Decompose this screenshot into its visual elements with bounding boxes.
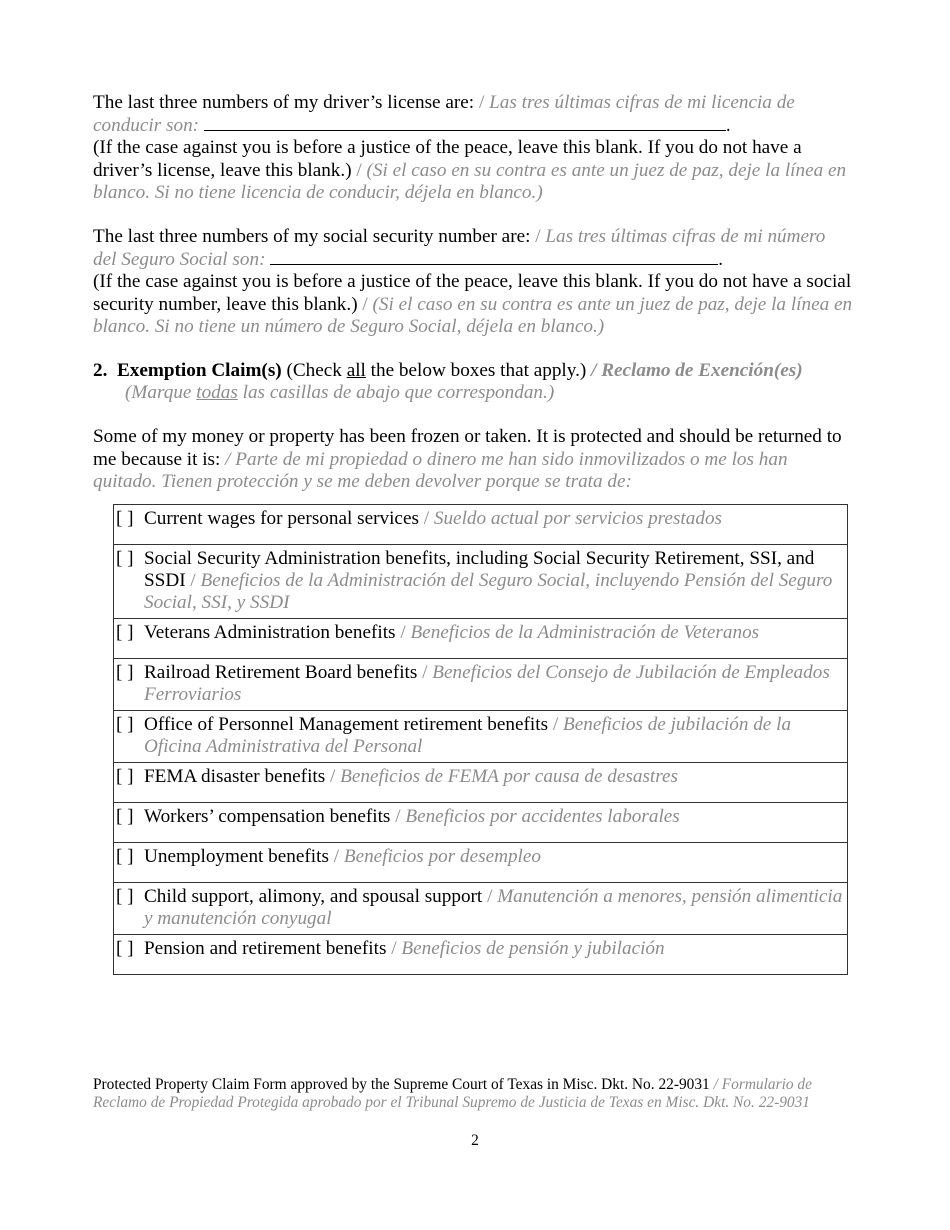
exemption-label-es: Sueldo actual por servicios prestados bbox=[433, 508, 722, 530]
section-title-en: Exemption Claim(s) bbox=[116, 360, 282, 382]
exemption-label-en: Railroad Retirement Board benefits bbox=[144, 662, 418, 684]
exemption-label-en: Office of Personnel Management retirement benefits bbox=[144, 714, 549, 736]
instr-es: (Marque bbox=[125, 382, 197, 404]
exemption-label-en: Pension and retirement benefits bbox=[144, 938, 387, 960]
exemption-cell bbox=[114, 843, 848, 883]
exemption-row bbox=[114, 843, 848, 883]
separator: / bbox=[362, 293, 368, 315]
exemption-checkbox[interactable]: [ ] bbox=[116, 846, 134, 868]
exemption-checkbox[interactable]: [ ] bbox=[116, 548, 134, 570]
instr-en: the below boxes that apply.) bbox=[365, 360, 587, 382]
footer-es: / Formulario de Reclamo de Propiedad Protegida aprobado por el Tribunal Supremo de Justicia de Texas en Misc. Dkt. No. 22-9031 bbox=[93, 1076, 812, 1111]
exemption-checkbox[interactable]: [ ] bbox=[116, 938, 134, 960]
exemption-row bbox=[114, 763, 848, 803]
exemption-checkbox[interactable]: [ ] bbox=[116, 622, 134, 644]
exemption-label-es: Beneficios por accidentes laborales bbox=[405, 806, 680, 828]
footer bbox=[93, 1076, 863, 1112]
exemption-cell bbox=[114, 883, 848, 935]
separator: / bbox=[422, 662, 428, 684]
ssn-note-es: (Si el caso en su contra es ante un juez de paz, deje la línea en blanco. Si no tiene un número de Seguro Social, déjela en blanco.) bbox=[93, 293, 853, 337]
ssn-label-en: The last three numbers of my social security number are: bbox=[93, 226, 531, 248]
exemption-label-es: Beneficios de la Administración de Veteranos bbox=[410, 622, 760, 644]
exemption-cell bbox=[114, 935, 848, 975]
intro-es: / Parte de mi propiedad o dinero me han sido inmovilizados o me los han quitado. Tienen protección y se me deben devolver porque se trata de: bbox=[93, 448, 788, 492]
intro-paragraph bbox=[93, 426, 853, 493]
section-title-es: / Reclamo de Exención(es) bbox=[591, 360, 803, 382]
ssn-digits-input[interactable] bbox=[270, 248, 718, 265]
exemption-label-es: Beneficios de la Administración del Seguro Social, incluyendo Pensión del Seguro Social, SSI, y SSDI bbox=[144, 570, 833, 614]
exemption-cell bbox=[114, 711, 848, 763]
ssn-label-es: Las tres últimas cifras de mi número del Seguro Social son: bbox=[93, 226, 826, 271]
exemption-cell bbox=[114, 619, 848, 659]
exemption-checkbox[interactable]: [ ] bbox=[116, 806, 134, 828]
separator: / bbox=[190, 570, 196, 592]
separator: / bbox=[552, 714, 559, 736]
section-number: 2. bbox=[93, 360, 108, 382]
intro-en: Some of my money or property has been frozen or taken. It is protected and should be returned to me because it is: bbox=[93, 426, 842, 470]
exemption-row bbox=[114, 545, 848, 619]
exemption-label-en: Current wages for personal services bbox=[144, 508, 419, 530]
exemption-row bbox=[114, 659, 848, 711]
section-2-heading bbox=[93, 360, 853, 404]
license-note-es: (Si el caso en su contra es ante un juez de paz, deje la línea en blanco. Si no tiene licencia de conducir, déjela en blanco.) bbox=[93, 159, 847, 203]
instr-en-underlined: all bbox=[346, 360, 366, 382]
exemption-label-en: Social Security Administration benefits, including Social Security Retirement, SSI, and SSDI bbox=[144, 548, 815, 592]
license-field-paragraph: The last three numbers of my driver’s license are: / Las tres últimas cifras de mi licencia de conducir son: . bbox=[93, 92, 795, 137]
exemption-row bbox=[114, 883, 848, 935]
separator: / bbox=[333, 846, 340, 868]
separator: / bbox=[356, 159, 362, 181]
exemption-checkbox[interactable]: [ ] bbox=[116, 662, 134, 684]
exemption-cell bbox=[114, 763, 848, 803]
exemption-label-es: Beneficios de pensión y jubilación bbox=[401, 938, 665, 960]
exemption-row bbox=[114, 711, 848, 763]
exemption-label-es: Beneficios de FEMA por causa de desastres bbox=[340, 766, 678, 788]
exemption-checkbox[interactable]: [ ] bbox=[116, 714, 134, 736]
instr-es-underlined: todas bbox=[196, 382, 238, 404]
exemption-label-es: Beneficios del Consejo de Jubilación de Empleados Ferroviarios bbox=[144, 662, 830, 706]
instr-en: (Check bbox=[286, 360, 347, 382]
page-number: 2 bbox=[471, 1132, 479, 1149]
exemption-label-es: Beneficios por desempleo bbox=[343, 846, 541, 868]
ssn-field-paragraph: The last three numbers of my social security number are: / Las tres últimas cifras de mi número del Seguro Social son: . bbox=[93, 226, 826, 271]
exemption-cell bbox=[114, 545, 848, 619]
exemption-row bbox=[114, 505, 848, 545]
exemption-label-en: Veterans Administration benefits bbox=[144, 622, 396, 644]
form-page bbox=[93, 92, 853, 975]
ssn-note-en: (If the case against you is before a justice of the peace, leave this blank. If you do not have a social security number, leave this blank.) bbox=[93, 271, 852, 315]
exemption-row bbox=[114, 619, 848, 659]
ssn-note bbox=[93, 271, 853, 338]
exemption-checkbox[interactable]: [ ] bbox=[116, 886, 134, 908]
exemption-checkbox[interactable]: [ ] bbox=[116, 766, 134, 788]
exemption-label-en: Child support, alimony, and spousal support bbox=[144, 886, 483, 908]
license-note-en: (If the case against you is before a justice of the peace, leave this blank. If you do not have a driver’s license, leave this blank.) bbox=[93, 137, 802, 181]
exemption-cell bbox=[114, 803, 848, 843]
footer-en: Protected Property Claim Form approved by the Supreme Court of Texas in Misc. Dkt. No. 22-9031 bbox=[93, 1076, 710, 1093]
exemption-label-en: Workers’ compensation benefits bbox=[144, 806, 391, 828]
exemption-label-en: FEMA disaster benefits bbox=[144, 766, 326, 788]
license-label-en: The last three numbers of my driver’s license are: bbox=[93, 92, 475, 113]
exemption-label-en: Unemployment benefits bbox=[144, 846, 329, 868]
separator: / bbox=[400, 622, 406, 644]
exemption-cell bbox=[114, 505, 848, 545]
separator: / bbox=[478, 92, 485, 113]
instr-es: las casillas de abajo que correspondan.) bbox=[237, 382, 555, 404]
separator: / bbox=[391, 938, 397, 960]
license-note bbox=[93, 137, 853, 204]
separator: / bbox=[395, 806, 401, 828]
separator: / bbox=[330, 766, 336, 788]
exemption-row bbox=[114, 803, 848, 843]
exemption-cell bbox=[114, 659, 848, 711]
separator: / bbox=[423, 508, 430, 530]
exemption-row bbox=[114, 935, 848, 975]
separator: / bbox=[535, 226, 541, 248]
exemption-checkbox[interactable]: [ ] bbox=[116, 508, 134, 530]
license-label-es: Las tres últimas cifras de mi licencia de conducir son: bbox=[93, 92, 795, 137]
license-digits-input[interactable] bbox=[204, 114, 726, 131]
exemption-label-es: Manutención a menores, pensión alimenticia y manutención conyugal bbox=[144, 886, 843, 930]
exemptions-table bbox=[113, 504, 848, 975]
separator: / bbox=[487, 886, 493, 908]
exemption-label-es: Beneficios de jubilación de la Oficina Administrativa del Personal bbox=[144, 714, 792, 758]
